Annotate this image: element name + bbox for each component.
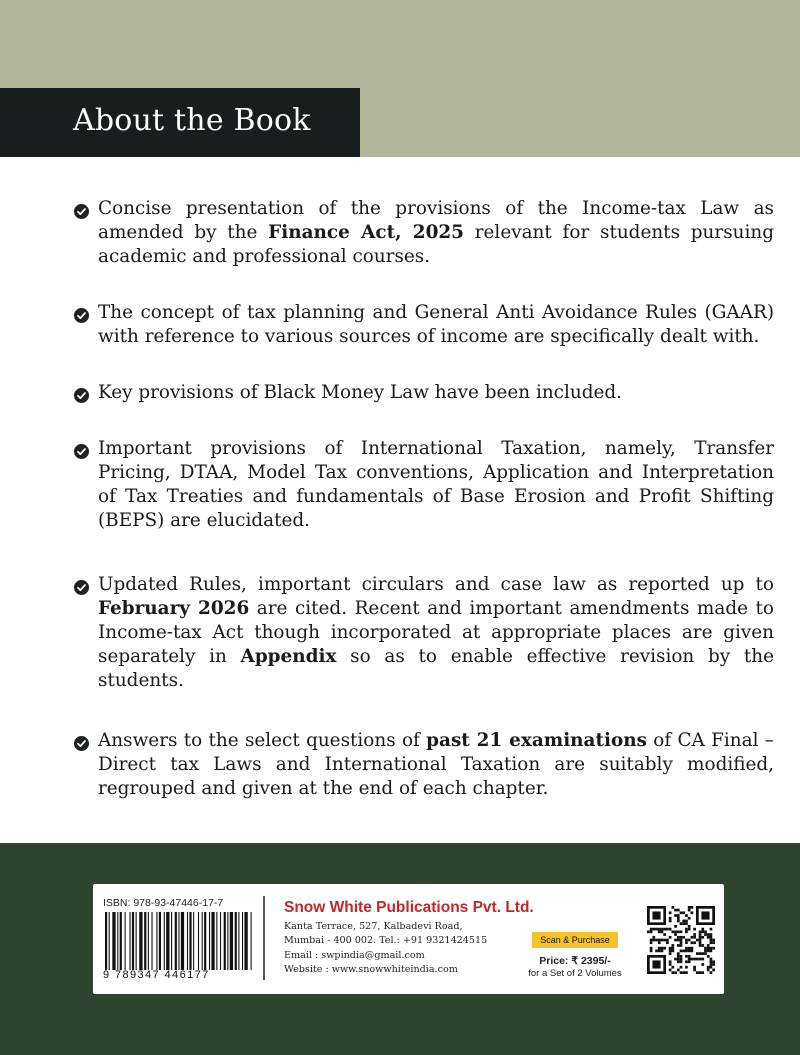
price-label: Price: ₹ 2395/- bbox=[539, 955, 611, 967]
text-run: relevant for students pursuing academic and professional courses. bbox=[98, 222, 774, 267]
text-run: Important provisions of International Taxation, namely, Transfer Pricing, DTAA, Model Tax conventions, Application and Interpretation of Tax Treaties and fundamentals of Base Erosion and Profit Shifting (BEPS) are elucidated. bbox=[98, 438, 774, 531]
bullet-text bbox=[98, 573, 774, 693]
bullet-text bbox=[98, 197, 774, 269]
publisher-email: Email : swpindia@gmail.com bbox=[284, 950, 425, 961]
text-run: so as to enable effective revision by the students. bbox=[98, 646, 774, 691]
text-run: Updated Rules, important circulars and case law as reported up to bbox=[98, 574, 774, 595]
scan-purchase-badge: Scan & Purchase bbox=[532, 932, 618, 948]
check-circle-icon bbox=[74, 736, 89, 751]
bold-text: Finance Act, 2025 bbox=[268, 222, 464, 243]
publisher-name: Snow White Publications Pvt. Ltd. bbox=[284, 899, 534, 916]
publisher-address-line2: Mumbai - 400 002. Tel.: +91 9321424515 bbox=[284, 935, 488, 946]
isbn-digits: 9 789347 446177 bbox=[103, 969, 210, 981]
bullet-text bbox=[98, 437, 774, 533]
panel-divider bbox=[263, 896, 265, 980]
text-run: The concept of tax planning and General Anti Avoidance Rules (GAAR) with reference to various sources of income are specifically dealt with. bbox=[98, 302, 774, 347]
check-circle-icon bbox=[74, 204, 89, 219]
publisher-website: Website : www.snowwhiteindia.com bbox=[284, 964, 458, 975]
text-run: Concise presentation of the provisions of the Income-tax Law as amended by the bbox=[98, 198, 774, 243]
check-circle-icon bbox=[74, 444, 89, 459]
qr-code-icon[interactable] bbox=[647, 906, 715, 974]
page-title: About the Book bbox=[73, 103, 311, 138]
check-circle-icon bbox=[74, 580, 89, 595]
bullet-text bbox=[98, 381, 774, 405]
check-circle-icon bbox=[74, 308, 89, 323]
check-circle-icon bbox=[74, 388, 89, 403]
bold-text: past 21 examinations bbox=[426, 730, 647, 751]
text-run: of CA Final – Direct tax Laws and International Taxation are suitably modified, regrouped and given at the end of each chapter. bbox=[98, 730, 774, 799]
text-run: Answers to the select questions of bbox=[98, 730, 427, 751]
text-run: Key provisions of Black Money Law have been included. bbox=[98, 382, 622, 403]
bullet-text bbox=[98, 729, 774, 801]
bold-text: Appendix bbox=[240, 646, 337, 667]
bold-text: February 2026 bbox=[98, 598, 250, 619]
bullet-text bbox=[98, 301, 774, 349]
price-note: for a Set of 2 Volumes bbox=[528, 968, 622, 979]
text-run: are cited. Recent and important amendments made to Income-tax Act though incorporated at appropriate places are given separately in bbox=[98, 598, 774, 667]
publisher-address-line1: Kanta Terrace, 527, Kalbadevi Road, bbox=[284, 921, 463, 932]
isbn-label: ISBN: 978-93-47446-17-7 bbox=[103, 897, 224, 909]
barcode-icon bbox=[103, 912, 255, 970]
